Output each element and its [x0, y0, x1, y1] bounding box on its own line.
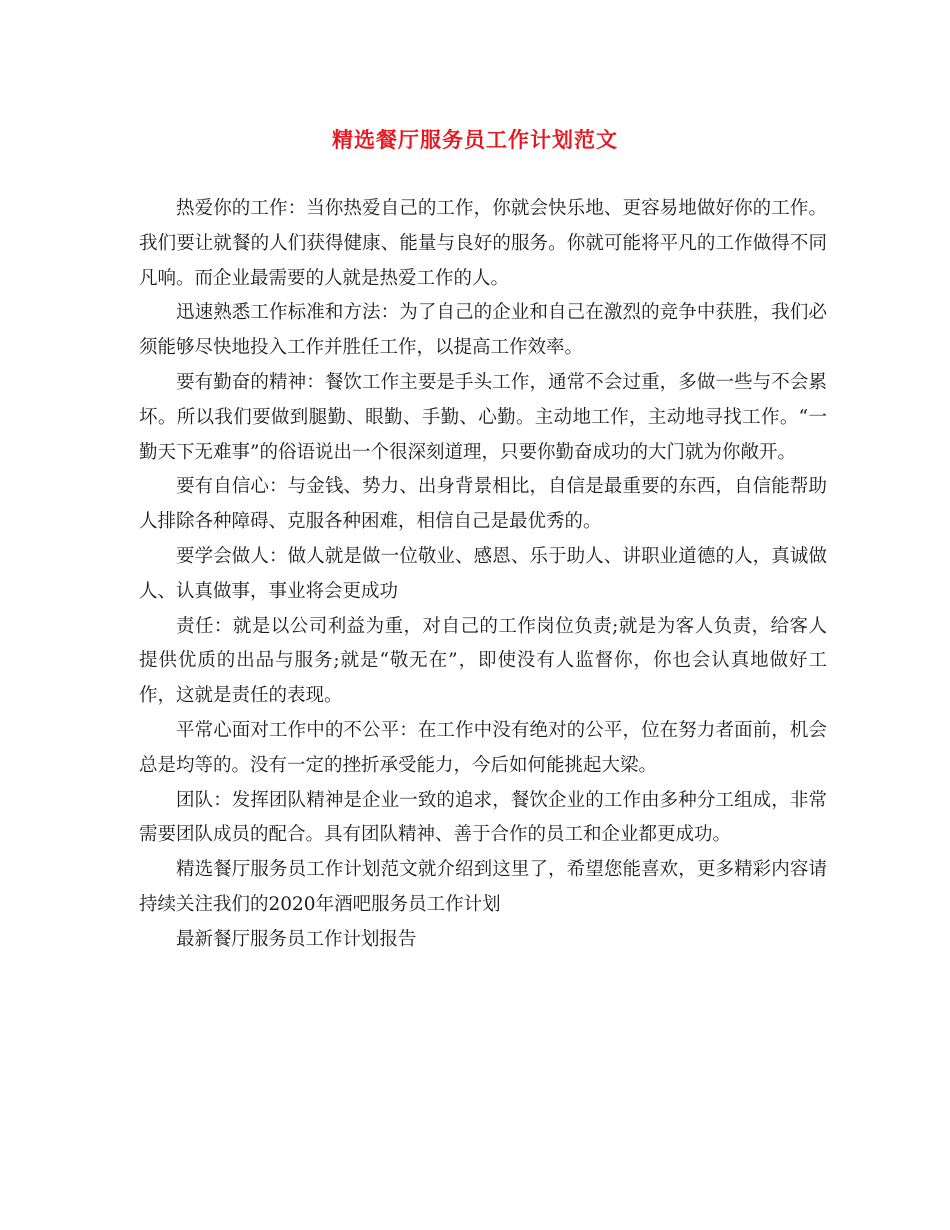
paragraph-learn-standards: 迅速熟悉工作标准和方法：为了自己的企业和自己在激烈的竞争中获胜，我们必须能够尽快地投入工作并胜任工作，以提高工作效率。: [139, 302, 827, 359]
document-title: 精选餐厅服务员工作计划范文: [332, 127, 618, 152]
paragraph-confidence: 要有自信心：与金钱、势力、出身背景相比，自信是最重要的东西，自信能帮助人排除各种障碍、克服各种困难，相信自己是最优秀的。: [139, 476, 827, 533]
paragraph-be-a-good-person: 要学会做人：做人就是做一位敬业、感恩、乐于助人、讲职业道德的人，真诚做人、认真做事，事业将会更成功: [139, 545, 827, 602]
document-body: [139, 192, 827, 958]
paragraph-teamwork: 团队：发挥团队精神是企业一致的追求，餐饮企业的工作由多种分工组成，非常需要团队成员的配合。具有团队精神、善于合作的员工和企业都更成功。: [139, 789, 827, 846]
paragraph-diligence: 要有勤奋的精神：餐饮工作主要是手头工作，通常不会过重，多做一些与不会累坏。所以我们要做到腿勤、眼勤、手勤、心勤。主动地工作，主动地寻找工作。“一勤天下无难事”的俗语说出一个很深刻道理，只要你勤奋成功的大门就为你敞开。: [139, 371, 827, 463]
paragraph-fairness: 平常心面对工作中的不公平：在工作中没有绝对的公平，位在努力者面前，机会总是均等的。没有一定的挫折承受能力，今后如何能挑起大梁。: [139, 719, 827, 776]
paragraph-related-link: 最新餐厅服务员工作计划报告: [176, 928, 417, 950]
paragraph-love-work: 热爱你的工作：当你热爱自己的工作，你就会快乐地、更容易地做好你的工作。我们要让就餐的人们获得健康、能量与良好的服务。你就可能将平凡的工作做得不同凡响。而企业最需要的人就是热爱工作的人。: [139, 198, 827, 289]
paragraph-responsibility: 责任：就是以公司利益为重，对自己的工作岗位负责;就是为客人负责，给客人提供优质的出品与服务;就是“敬无在”，即使没有人监督你，你也会认真地做好工作，这就是责任的表现。: [139, 615, 827, 707]
paragraph-closing: 精选餐厅服务员工作计划范文就介绍到这里了，希望您能喜欢，更多精彩内容请持续关注我们的2020年酒吧服务员工作计划: [139, 859, 827, 915]
